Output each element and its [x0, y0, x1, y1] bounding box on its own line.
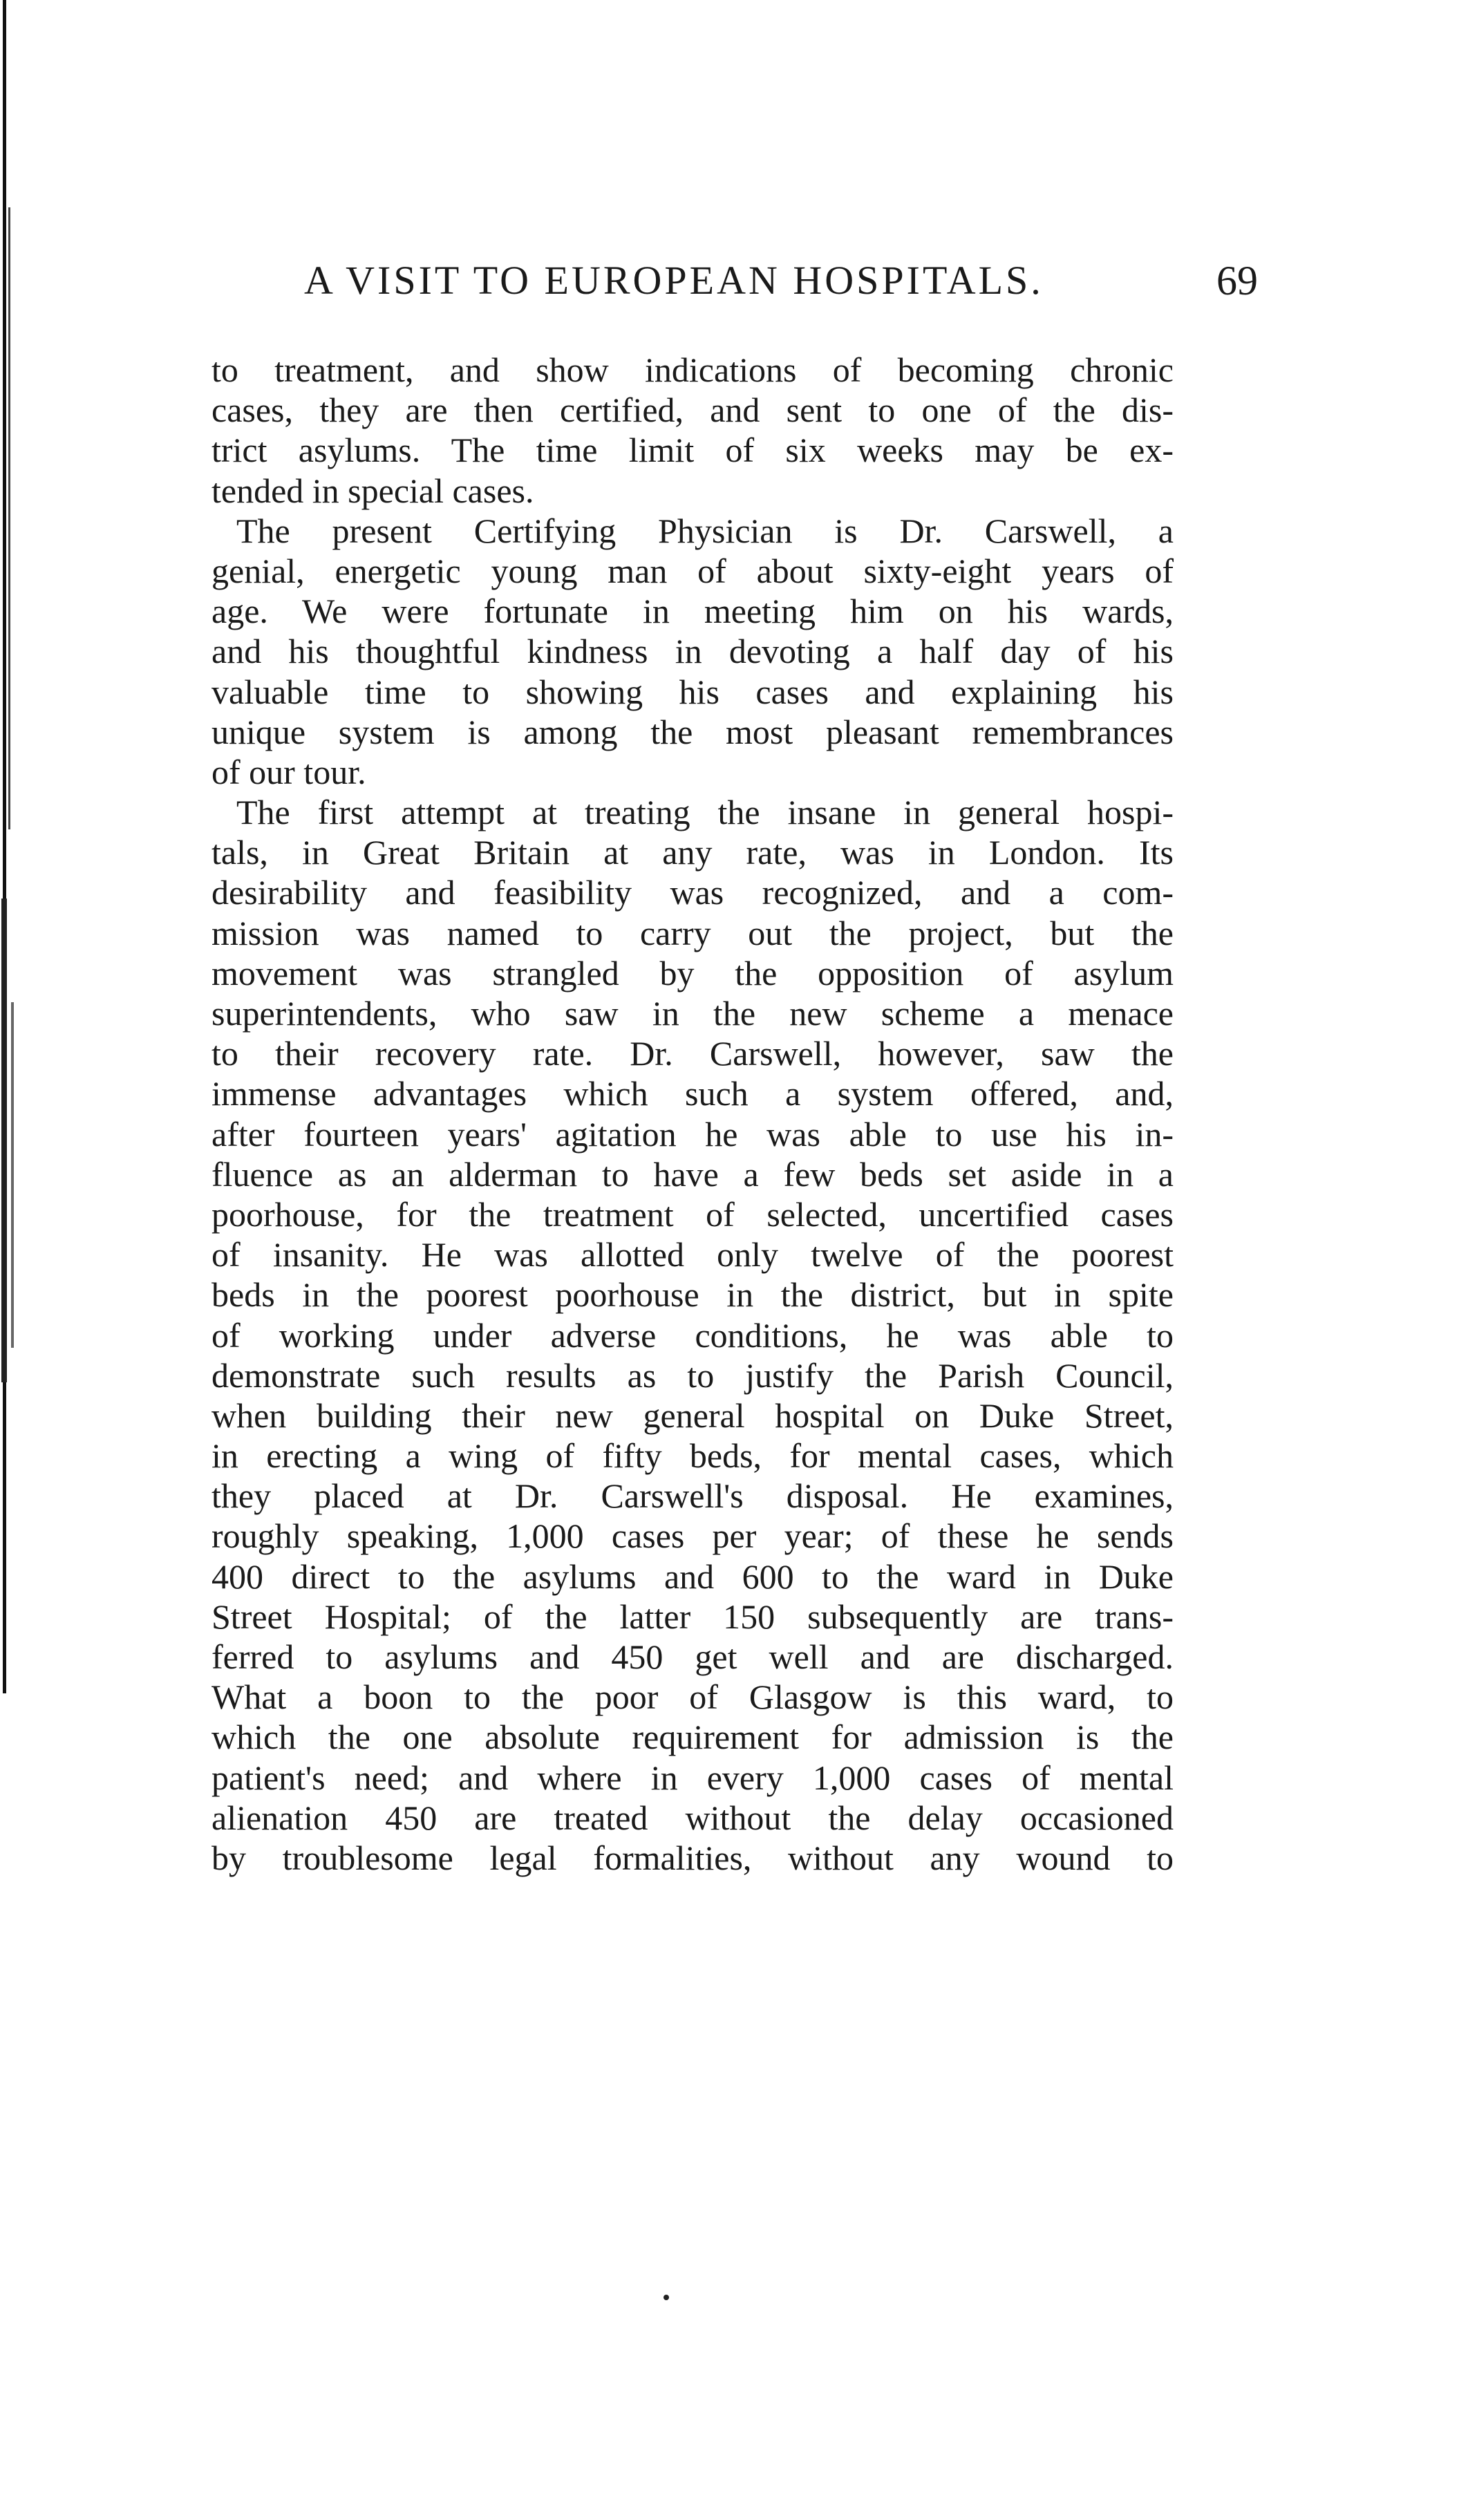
text-line: beds in the poorest poorhouse in the district, but in spite	[211, 1275, 1174, 1315]
paragraph-3	[211, 792, 1174, 1878]
text-line: to their recovery rate. Dr. Carswell, however, saw the	[211, 1034, 1174, 1073]
text-line: of insanity. He was allotted only twelve of the poorest	[211, 1235, 1174, 1275]
text-line: by troublesome legal formalities, without any wound to	[211, 1838, 1174, 1877]
text-line: demonstrate such results as to justify the Parish Council,	[211, 1355, 1174, 1395]
text-line: after fourteen years' agitation he was able to use his in-	[211, 1114, 1174, 1154]
text-line: when building their new general hospital on Duke Street,	[211, 1395, 1174, 1435]
text-line: The present Certifying Physician is Dr. Carswell, a	[236, 511, 1174, 550]
text-line: of working under adverse conditions, he was able to	[211, 1315, 1174, 1355]
text-line: mission was named to carry out the project, but the	[211, 913, 1174, 952]
text-line: superintendents, who saw in the new scheme a menace	[211, 994, 1174, 1033]
text-line: tals, in Great Britain at any rate, was in London. Its	[211, 833, 1174, 872]
text-line: cases, they are then certified, and sent to one of the dis-	[211, 391, 1174, 430]
text-line: genial, energetic young man of about sixty-eight years of	[211, 551, 1174, 590]
text-line: desirability and feasibility was recognized, and a com-	[211, 873, 1174, 912]
text-line: alienation 450 are treated without the delay occasioned	[211, 1798, 1174, 1837]
running-head	[304, 257, 1258, 319]
text-line: ferred to asylums and 450 get well and are discharged.	[211, 1637, 1174, 1676]
text-line: tended in special cases.	[211, 471, 534, 510]
text-line: poorhouse, for the treatment of selected, uncertified cases	[211, 1194, 1174, 1234]
page-number: 69	[1216, 258, 1258, 303]
text-line: immense advantages which such a system offered, and,	[211, 1074, 1174, 1113]
text-line: in erecting a wing of fifty beds, for mental cases, which	[211, 1436, 1174, 1476]
page-speck	[664, 2295, 669, 2300]
text-line: trict asylums. The time limit of six weeks may be ex-	[211, 431, 1174, 470]
text-line: and his thoughtful kindness in devoting a half day of his	[211, 632, 1174, 671]
paragraph-2	[211, 511, 1174, 792]
text-line: patient's need; and where in every 1,000 cases of mental	[211, 1758, 1174, 1797]
text-line: The first attempt at treating the insane in general hospi-	[236, 793, 1174, 832]
text-line: they placed at Dr. Carswell's disposal. He examines,	[211, 1476, 1174, 1516]
text-line: to treatment, and show indications of becoming chronic	[211, 350, 1174, 389]
running-title: A VISIT TO EUROPEAN HOSPITALS.	[304, 258, 1044, 303]
text-line: which the one absolute requirement for admission is the	[211, 1718, 1174, 1757]
text-line: age. We were fortunate in meeting him on his wards,	[211, 592, 1174, 631]
text-line: movement was strangled by the opposition of asylum	[211, 953, 1174, 993]
text-line: of our tour.	[211, 752, 366, 791]
text-line: What a boon to the poor of Glasgow is this ward, to	[211, 1677, 1174, 1717]
text-line: fluence as an alderman to have a few beds set aside in a	[211, 1154, 1174, 1194]
text-line: Street Hospital; of the latter 150 subsequently are trans-	[211, 1597, 1174, 1636]
text-line: unique system is among the most pleasant remembrances	[211, 712, 1174, 751]
paragraph-1	[211, 350, 1174, 511]
text-line: roughly speaking, 1,000 cases per year; of these he sends	[211, 1516, 1174, 1556]
body-text	[211, 350, 1174, 1878]
text-line: valuable time to showing his cases and explaining his	[211, 672, 1174, 711]
binding-edge-shadow	[0, 0, 28, 1693]
text-line: 400 direct to the asylums and 600 to the ward in Duke	[211, 1557, 1174, 1596]
